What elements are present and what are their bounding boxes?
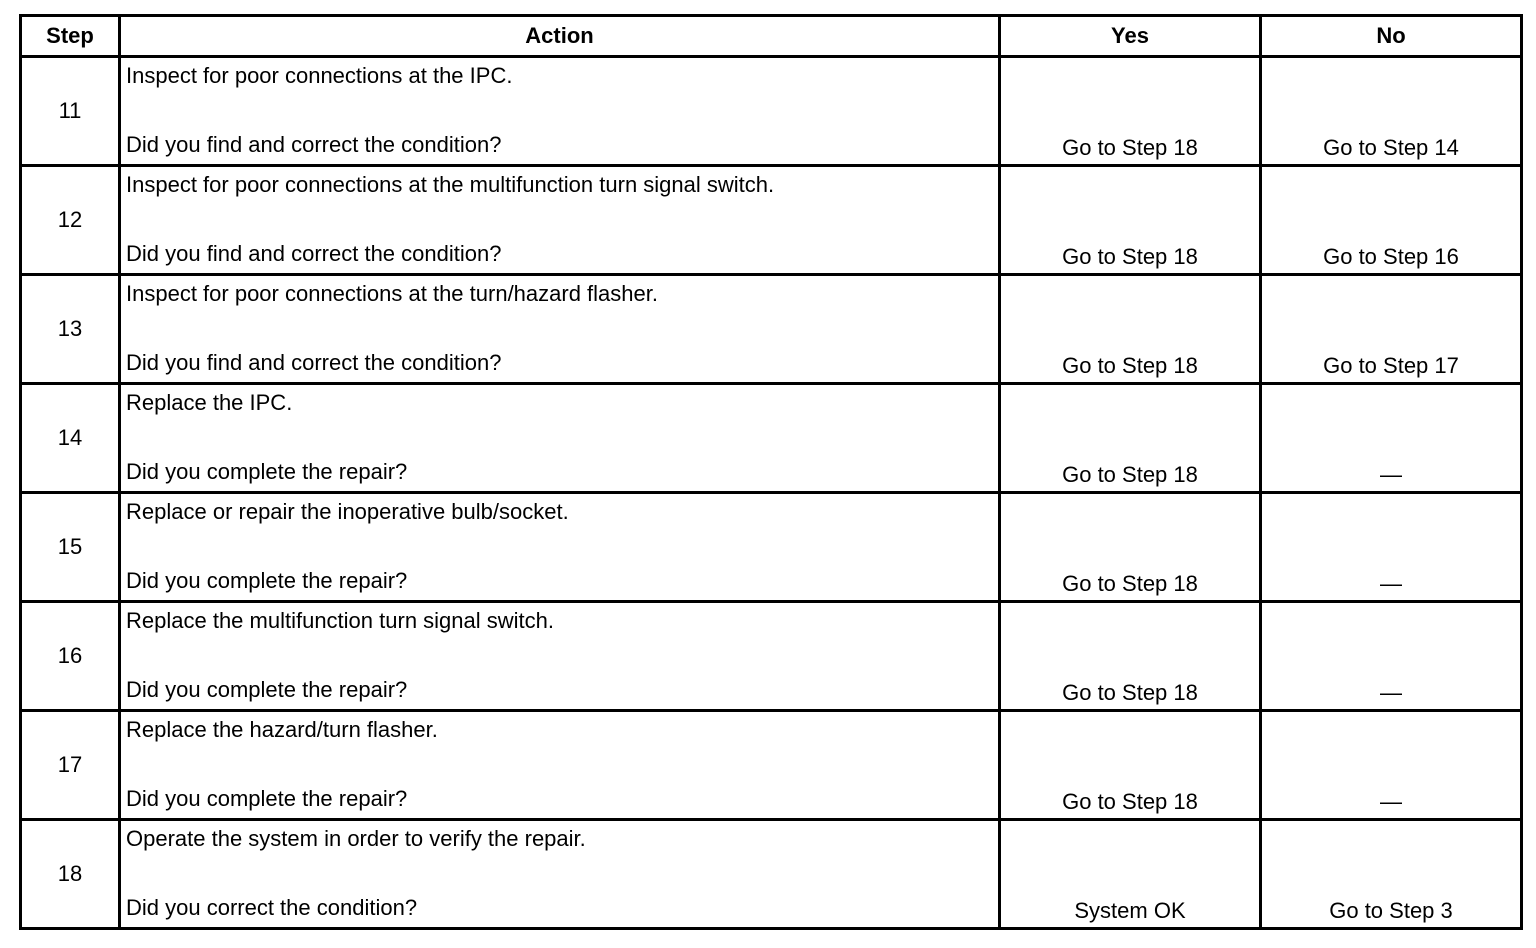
no-result: Go to Step 14 xyxy=(1261,57,1522,166)
action-instruction: Inspect for poor connections at the multifunction turn signal switch. xyxy=(126,172,775,197)
action-instruction: Replace the hazard/turn flasher. xyxy=(126,717,438,742)
step-number: 11 xyxy=(21,57,120,166)
table-row xyxy=(21,602,1522,711)
table-row xyxy=(21,493,1522,602)
yes-result: Go to Step 18 xyxy=(1000,602,1261,711)
yes-result: Go to Step 18 xyxy=(1000,711,1261,820)
action-question: Did you find and correct the condition? xyxy=(126,350,502,375)
yes-result: Go to Step 18 xyxy=(1000,384,1261,493)
step-number: 16 xyxy=(21,602,120,711)
no-result: — xyxy=(1261,384,1522,493)
no-result: — xyxy=(1261,493,1522,602)
action-instruction: Replace the multifunction turn signal switch. xyxy=(126,608,554,633)
action-instruction: Inspect for poor connections at the IPC. xyxy=(126,63,513,88)
action-cell xyxy=(120,384,1000,493)
diagnostic-table xyxy=(19,14,1523,930)
action-instruction: Replace or repair the inoperative bulb/socket. xyxy=(126,499,569,524)
action-instruction: Inspect for poor connections at the turn/hazard flasher. xyxy=(126,281,658,306)
header-no: No xyxy=(1261,16,1522,57)
table-row xyxy=(21,57,1522,166)
action-cell xyxy=(120,820,1000,929)
table-row xyxy=(21,166,1522,275)
action-cell xyxy=(120,711,1000,820)
table-header-row xyxy=(21,16,1522,57)
table-row xyxy=(21,384,1522,493)
no-result: Go to Step 16 xyxy=(1261,166,1522,275)
step-number: 17 xyxy=(21,711,120,820)
yes-result: Go to Step 18 xyxy=(1000,57,1261,166)
table-row xyxy=(21,820,1522,929)
action-question: Did you correct the condition? xyxy=(126,895,418,920)
action-cell xyxy=(120,493,1000,602)
action-question: Did you complete the repair? xyxy=(126,568,408,593)
action-instruction: Operate the system in order to verify the repair. xyxy=(126,826,586,851)
action-question: Did you find and correct the condition? xyxy=(126,241,502,266)
action-cell xyxy=(120,275,1000,384)
diagnostic-table-container xyxy=(19,14,1520,930)
step-number: 15 xyxy=(21,493,120,602)
header-yes: Yes xyxy=(1000,16,1261,57)
action-question: Did you complete the repair? xyxy=(126,786,408,811)
table-row xyxy=(21,711,1522,820)
action-cell xyxy=(120,166,1000,275)
yes-result: Go to Step 18 xyxy=(1000,166,1261,275)
no-result: Go to Step 17 xyxy=(1261,275,1522,384)
action-question: Did you complete the repair? xyxy=(126,459,408,484)
action-cell xyxy=(120,602,1000,711)
yes-result: Go to Step 18 xyxy=(1000,275,1261,384)
header-step: Step xyxy=(21,16,120,57)
step-number: 18 xyxy=(21,820,120,929)
action-instruction: Replace the IPC. xyxy=(126,390,293,415)
table-row xyxy=(21,275,1522,384)
yes-result: System OK xyxy=(1000,820,1261,929)
step-number: 14 xyxy=(21,384,120,493)
step-number: 12 xyxy=(21,166,120,275)
no-result: — xyxy=(1261,602,1522,711)
action-question: Did you complete the repair? xyxy=(126,677,408,702)
step-number: 13 xyxy=(21,275,120,384)
yes-result: Go to Step 18 xyxy=(1000,493,1261,602)
header-action: Action xyxy=(120,16,1000,57)
action-cell xyxy=(120,57,1000,166)
no-result: — xyxy=(1261,711,1522,820)
action-question: Did you find and correct the condition? xyxy=(126,132,502,157)
no-result: Go to Step 3 xyxy=(1261,820,1522,929)
